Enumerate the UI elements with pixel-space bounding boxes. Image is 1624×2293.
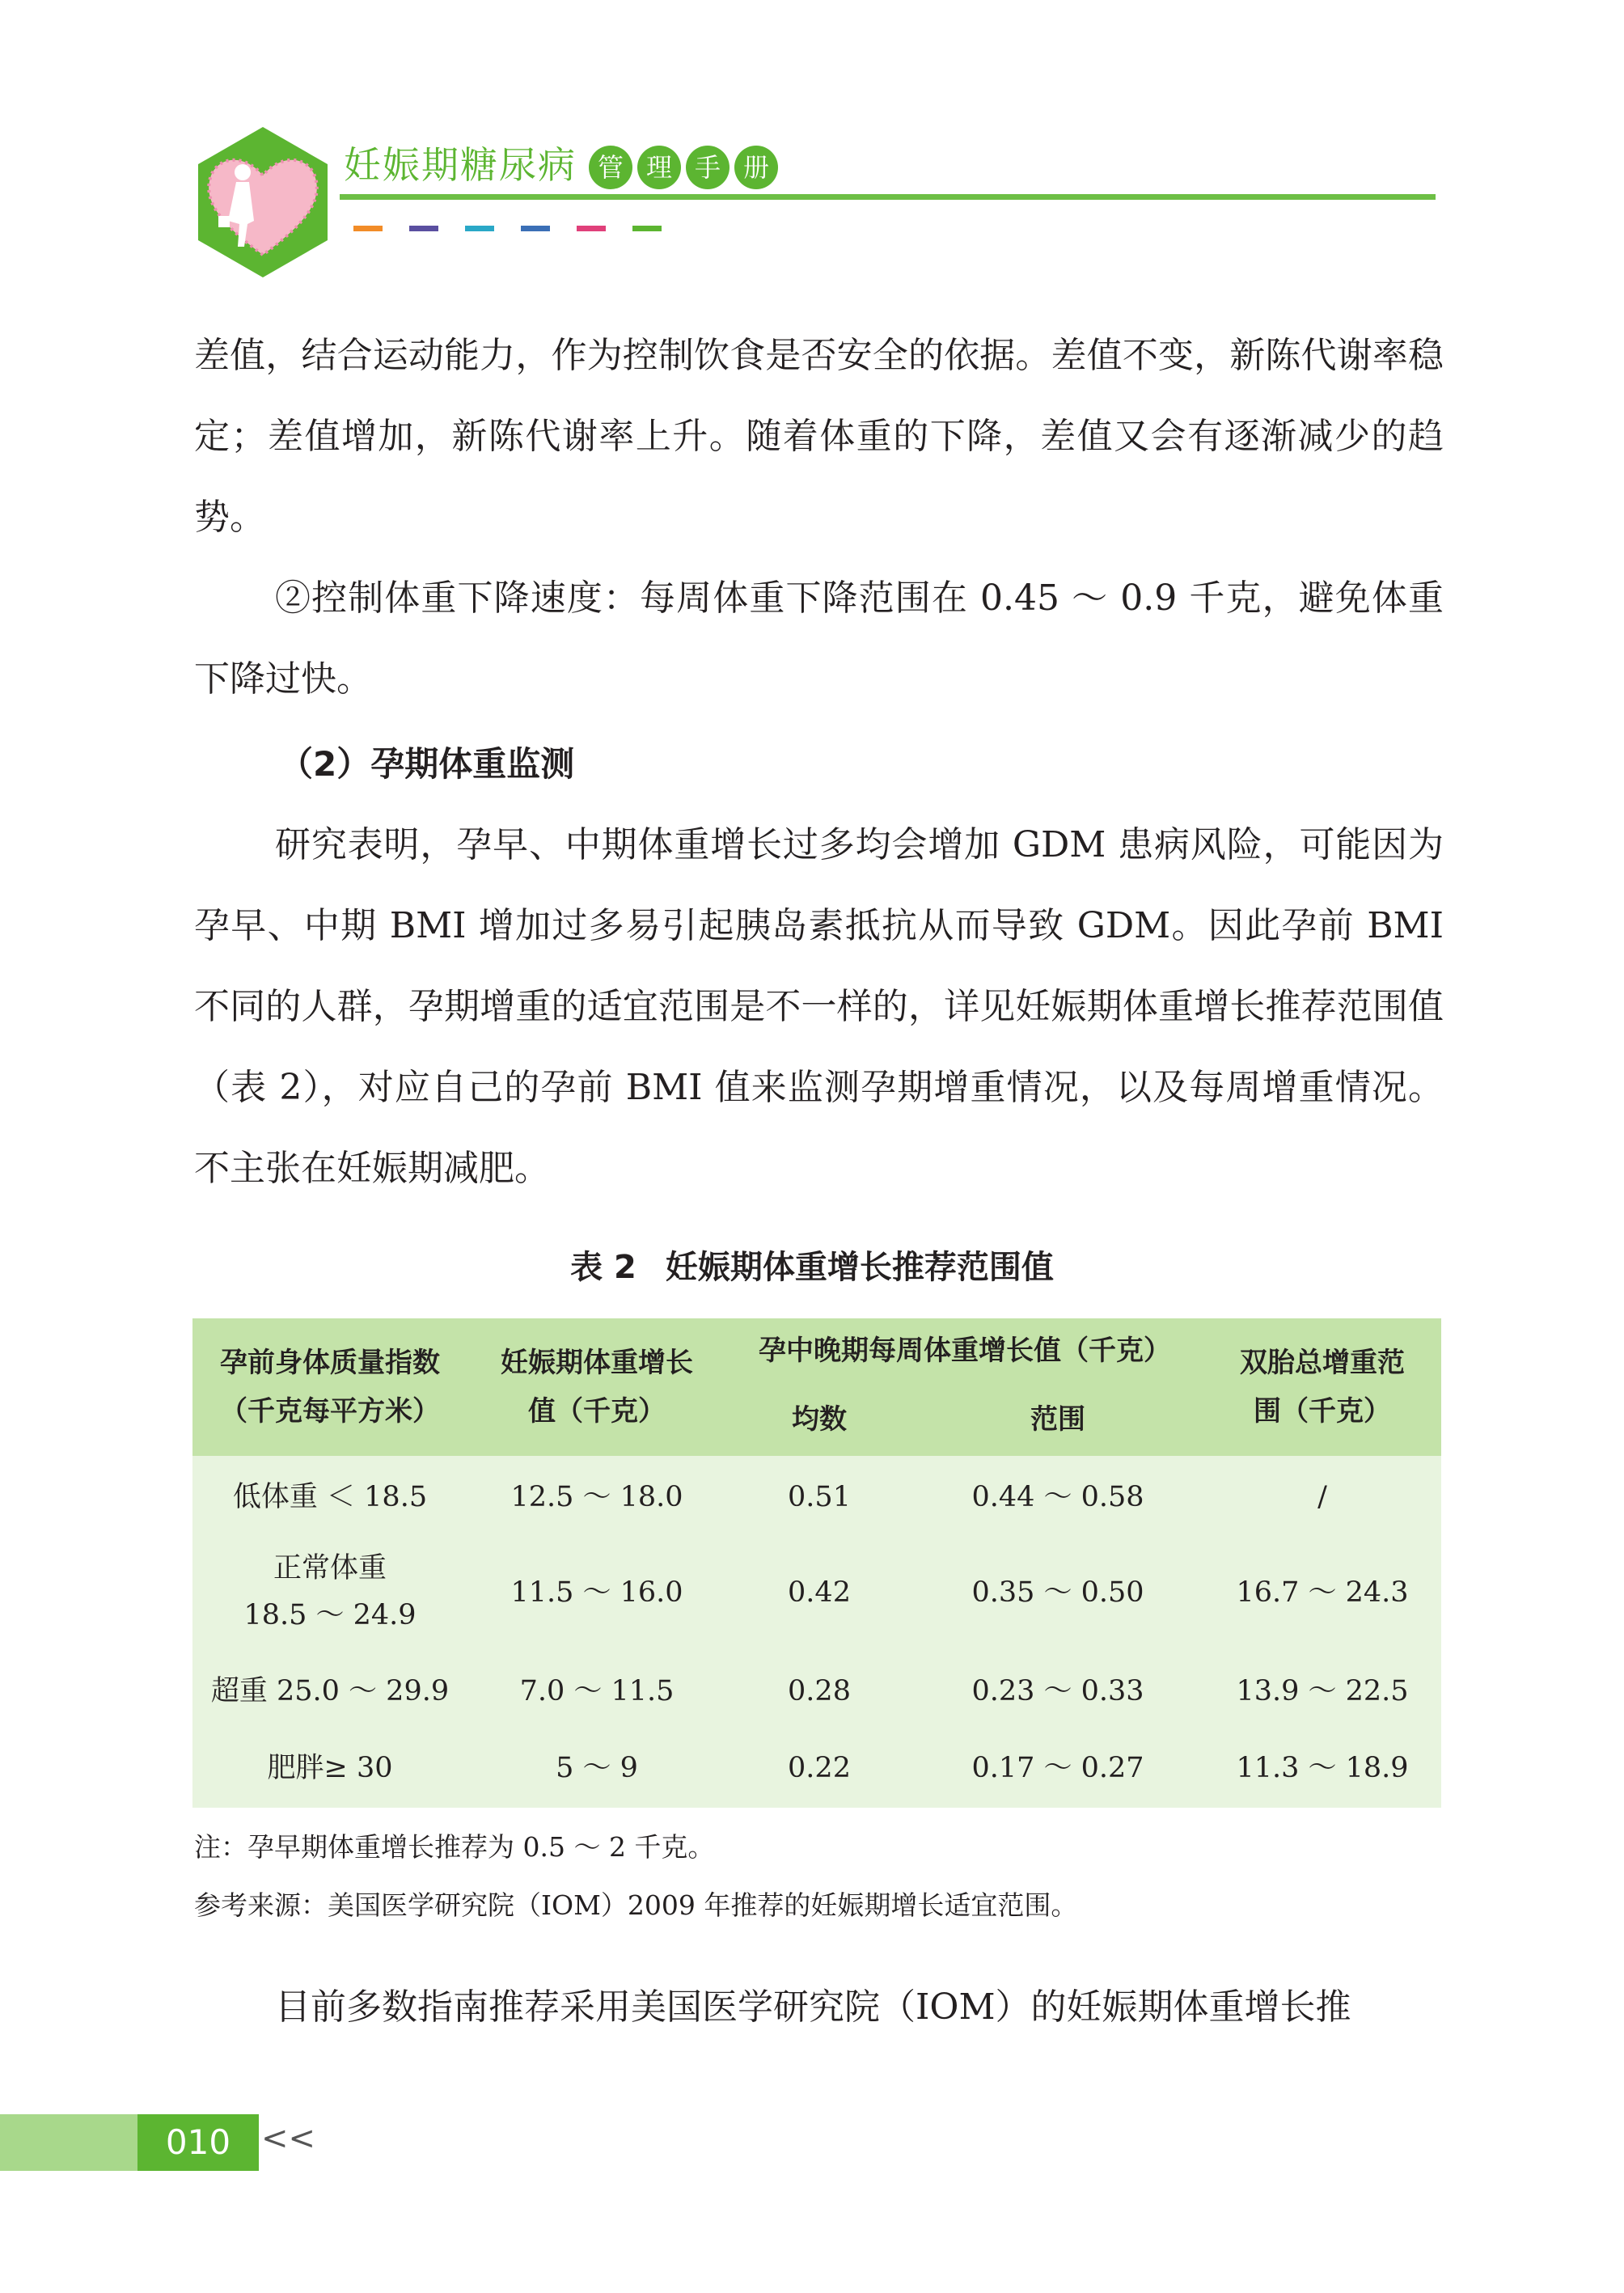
cell-bmi-category: 低体重 ＜ 18.5 (232, 1481, 428, 1513)
cell-weekly-mean: 0.28 (788, 1675, 851, 1707)
header-rule (340, 194, 1436, 200)
title-circle-char: 册 (734, 146, 778, 189)
cell-weekly-mean: 0.42 (788, 1576, 851, 1609)
title-circles (589, 146, 778, 189)
cell-weekly-range: 0.17 ～ 0.27 (971, 1752, 1144, 1784)
table-source: 参考来源：美国医学研究院（IOM）2009 年推荐的妊娠期增长适宜范围。 (194, 1889, 1078, 1921)
table-caption-number: 表 2 (570, 1249, 636, 1286)
cell-bmi-category-line1: 正常体重 (273, 1552, 387, 1584)
cell-weekly-range: 0.35 ～ 0.50 (971, 1576, 1144, 1609)
cell-twin-range: / (1317, 1481, 1327, 1513)
cell-bmi-category: 肥胖≥ 30 (267, 1752, 393, 1784)
page-number: 010 (137, 2114, 259, 2171)
header-bmi (192, 1339, 467, 1436)
cell-twin-range: 13.9 ～ 22.5 (1236, 1675, 1409, 1707)
cell-bmi-category-line2: 18.5 ～ 24.9 (243, 1599, 417, 1631)
double-chevron-left-icon: << (261, 2120, 316, 2157)
cell-bmi-category (192, 1545, 467, 1639)
header-weekly-range: 范围 (1030, 1403, 1085, 1436)
dash-green (632, 226, 662, 231)
header-total-line1: 妊娠期体重增长 (501, 1347, 693, 1379)
section-heading: （2）孕期体重监测 (279, 744, 575, 784)
title-circle-char: 理 (637, 146, 681, 189)
cell-weekly-range: 0.23 ～ 0.33 (971, 1675, 1144, 1707)
cell-total-gain: 11.5 ～ 16.0 (510, 1576, 683, 1609)
paragraph-4: 目前多数指南推荐采用美国医学研究院（IOM）的妊娠期体重增长推 (275, 1986, 1351, 2028)
cell-weekly-range: 0.44 ～ 0.58 (971, 1481, 1144, 1513)
header-total-line2: 值（千克） (528, 1395, 666, 1428)
table-caption (0, 1242, 1624, 1288)
cell-weekly-mean: 0.51 (788, 1481, 851, 1513)
cell-bmi-category: 超重 25.0 ～ 29.9 (210, 1675, 450, 1707)
dash-pink (577, 226, 606, 231)
paragraph-1: 差值，结合运动能力，作为控制饮食是否安全的依据。差值不变，新陈代谢率稳定；差值增加，新陈代谢率上升。随着体重的下降，差值又会有逐渐减少的趋势。 (194, 335, 1444, 538)
table-header (192, 1318, 1441, 1456)
header-twin-line1: 双胎总增重范 (1240, 1347, 1405, 1379)
header-twin-line2: 围（千克） (1254, 1395, 1391, 1428)
header-twin-total (1203, 1339, 1441, 1436)
paragraph-3: 研究表明，孕早、中期体重增长过多均会增加 GDM 患病风险，可能因为孕早、中期 BMI 增加过多易引起胰岛素抵抗从而导致 GDM。因此孕前 BMI 不同的人群，孕期增重的适宜范围是不一样的，详见妊娠期体重增长推荐范围值（表 2），对应自己的孕前 BMI 值来监测孕期增重情况，以及每周增重情况。不主张在妊娠期减肥。 (194, 824, 1444, 1189)
header-bmi-line1: 孕前身体质量指数 (220, 1347, 440, 1379)
title-circle-char: 管 (589, 146, 632, 189)
table-note: 注：孕早期体重增长推荐为 0.5 ～ 2 千克。 (194, 1831, 715, 1863)
cell-total-gain: 12.5 ～ 18.0 (510, 1481, 683, 1513)
dash-blue (521, 226, 550, 231)
cell-total-gain: 7.0 ～ 11.5 (519, 1675, 675, 1707)
book-logo (186, 125, 340, 279)
cell-twin-range: 11.3 ～ 18.9 (1236, 1752, 1409, 1784)
paragraph-2: ②控制体重下降速度：每周体重下降范围在 0.45 ～ 0.9 千克，避免体重下降过快。 (194, 577, 1444, 700)
title-circle-char: 手 (686, 146, 730, 189)
book-title: 妊娠期糖尿病 (344, 143, 577, 187)
cell-total-gain: 5 ～ 9 (556, 1752, 638, 1784)
table-caption-text: 妊娠期体重增长推荐范围值 (665, 1249, 1054, 1286)
cell-weekly-mean: 0.22 (788, 1752, 851, 1784)
weight-gain-table (192, 1318, 1441, 1808)
header-weekly-mean: 均数 (792, 1403, 847, 1436)
header-weekly-group: 孕中晚期每周体重增长值（千克） (759, 1335, 1171, 1367)
header-total-gain (467, 1339, 726, 1436)
dash-purple (409, 226, 438, 231)
dash-orange (353, 226, 383, 231)
header-bmi-line2: （千克每平方米） (220, 1395, 440, 1428)
dash-teal (465, 226, 494, 231)
cell-twin-range: 16.7 ～ 24.3 (1236, 1576, 1409, 1609)
table-body (192, 1456, 1441, 1808)
header-color-dashes (353, 226, 662, 231)
